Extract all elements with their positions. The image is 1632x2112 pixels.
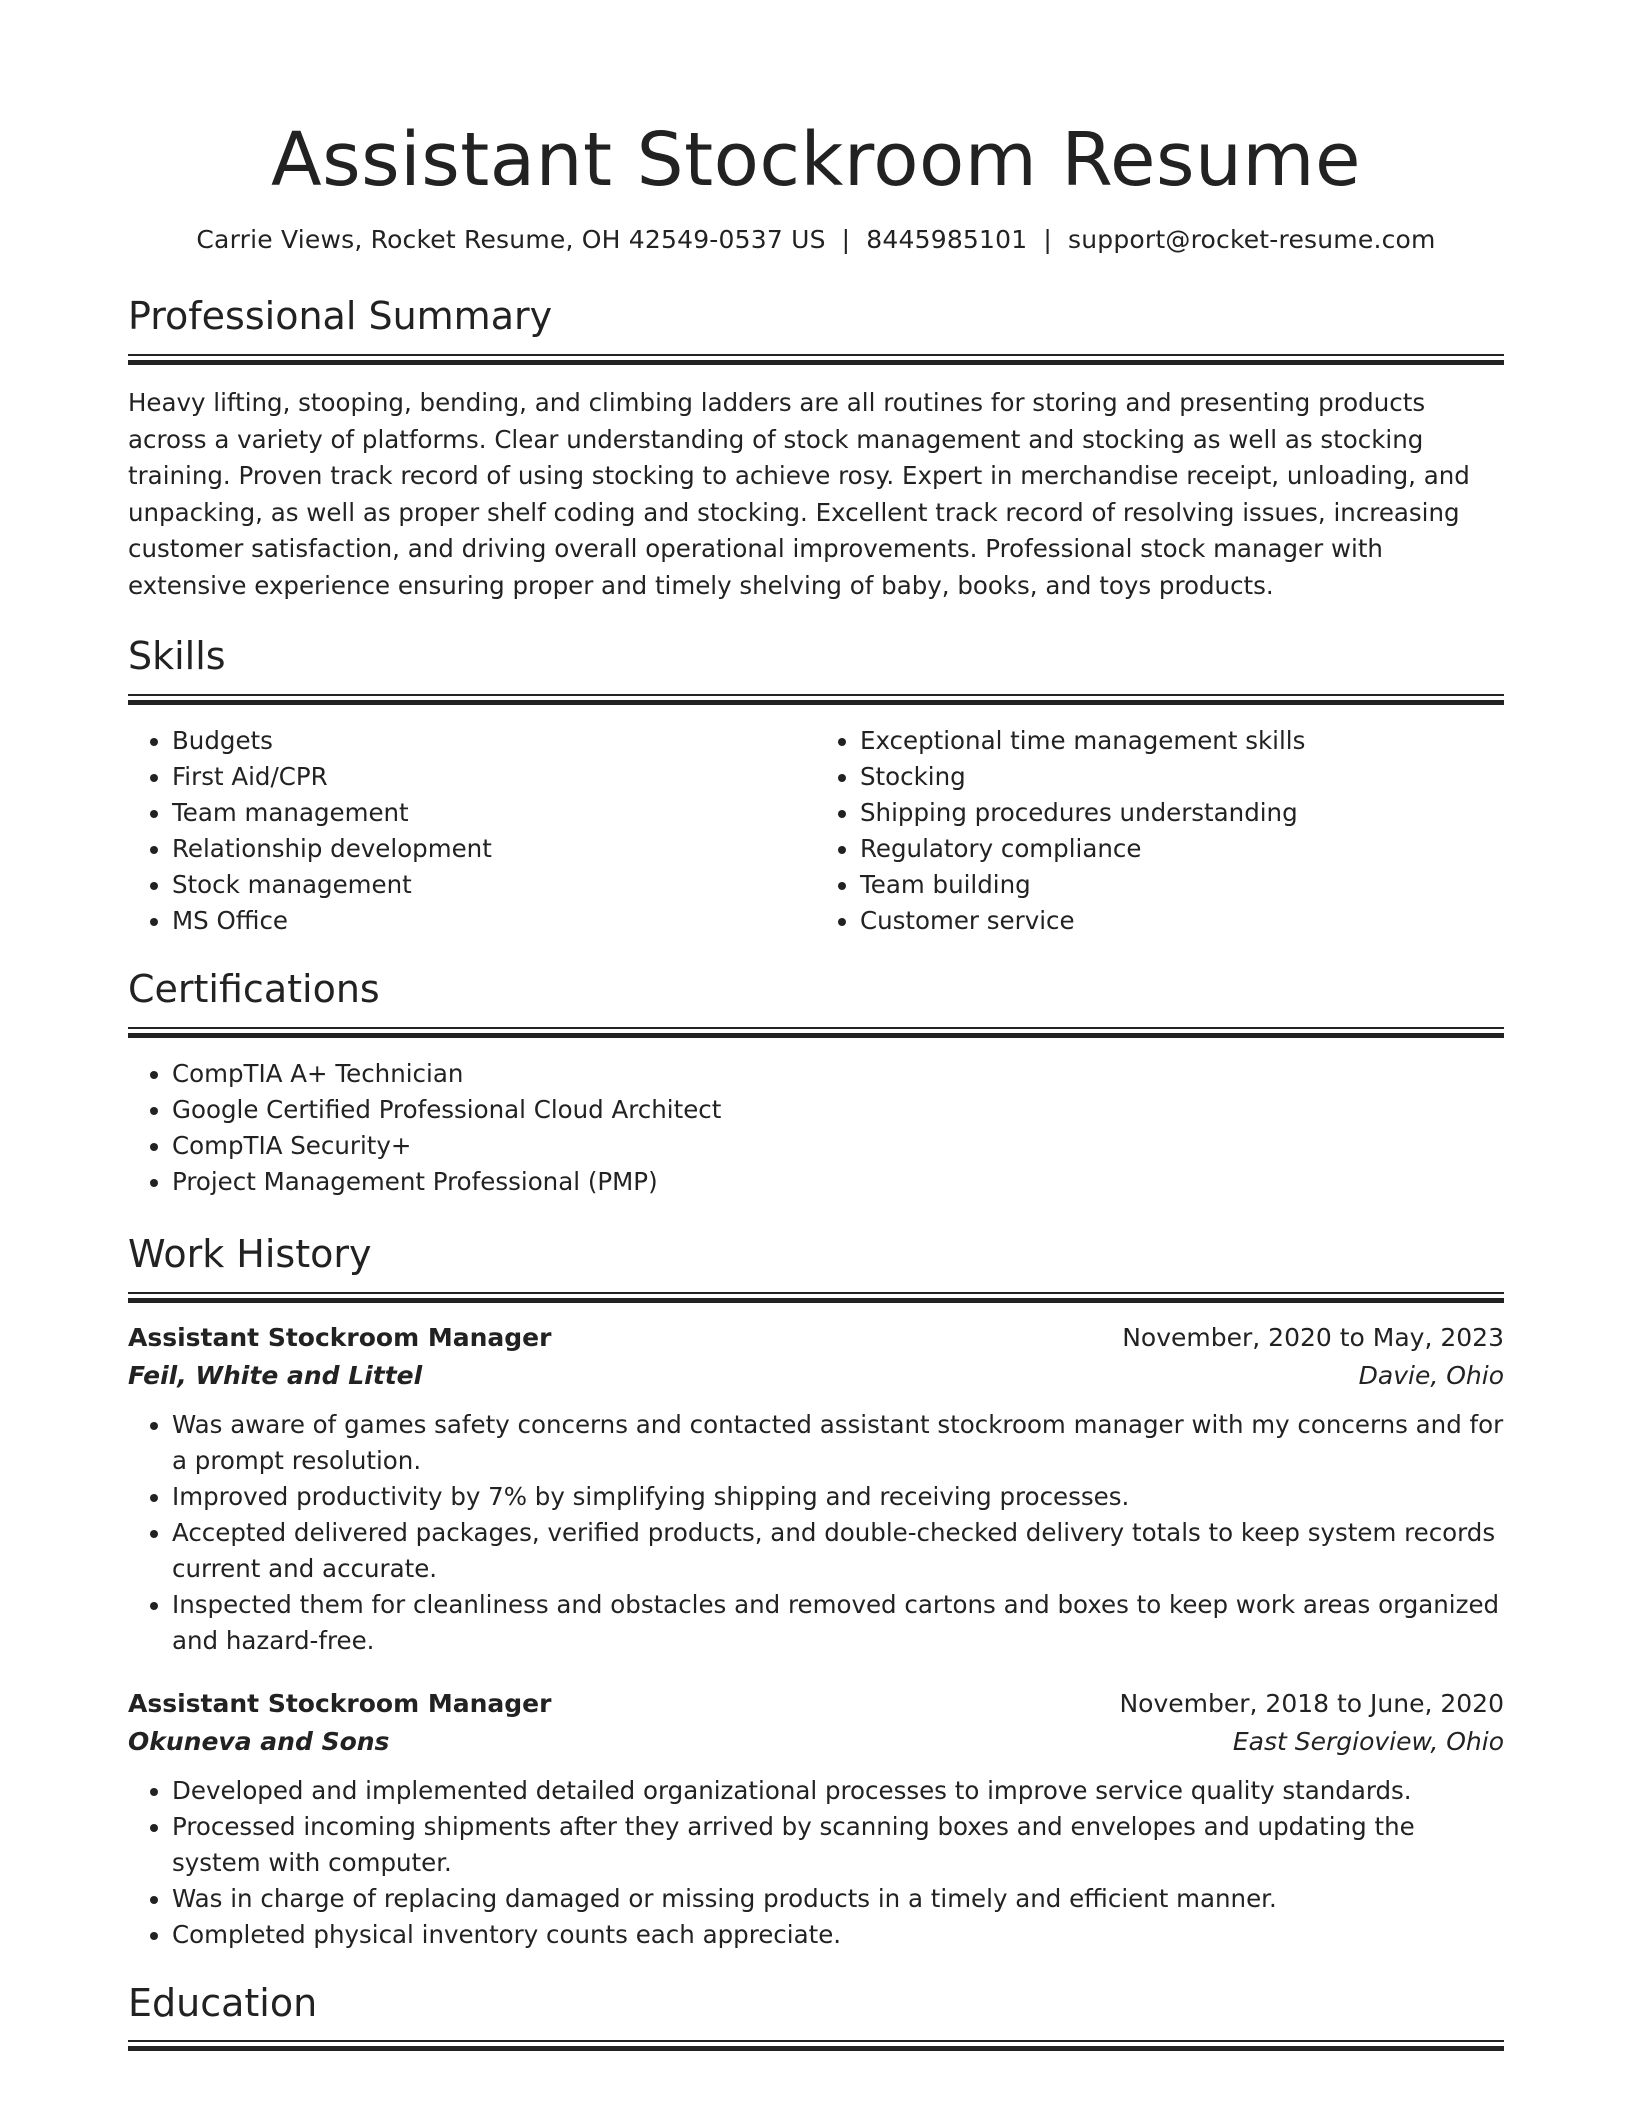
skills-grid	[128, 723, 1504, 939]
section-divider	[128, 1292, 1504, 1303]
skill-item: • First Aid/CPR	[172, 759, 816, 795]
certifications-section	[128, 966, 1504, 1200]
job-bullet: • Was in charge of replacing damaged or missing products in a timely and efficient manner.	[172, 1881, 1504, 1917]
job-location: East Sergioview, Ohio	[1232, 1726, 1504, 1756]
skill-item: • Shipping procedures understanding	[860, 795, 1504, 831]
skill-item: • Team building	[860, 867, 1504, 903]
section-divider	[128, 2040, 1504, 2051]
contact-separator: |	[841, 225, 851, 255]
skill-item: • Exceptional time management skills	[860, 723, 1504, 759]
summary-text: Heavy lifting, stooping, bending, and climbing ladders are all routines for storing and presenting products across a variety of platforms. Clear understanding of stock management and stocking as well as stocking training. Proven track record of using stocking to achieve rosy. Expert in merchandise receipt, unloading, and unpacking, as well as proper shelf coding and stocking. Excellent track record of resolving issues, increasing customer satisfaction, and driving overall operational improvements. Professional stock manager with extensive experience ensuring proper and timely shelving of baby, books, and toys products.	[128, 388, 1470, 600]
job-subheader-row	[128, 1357, 1504, 1395]
job-bullet: • Was aware of games safety concerns and contacted assistant stockroom manager with my concerns and for a prompt resolution.	[172, 1407, 1504, 1479]
job-company: Feil, White and Littel	[128, 1360, 423, 1390]
certification-item: • CompTIA Security+	[172, 1128, 1504, 1164]
job-title: Assistant Stockroom Manager	[128, 1688, 552, 1718]
contact-email: support@rocket-resume.com	[1067, 225, 1436, 255]
job-entry	[128, 1685, 1504, 1953]
job-bullets	[128, 1773, 1504, 1953]
job-bullet: • Accepted delivered packages, verified products, and double-checked delivery totals to keep system records current and accurate.	[172, 1515, 1504, 1587]
job-entry	[128, 1319, 1504, 1659]
resume-title: Assistant Stockroom Resume	[270, 117, 1362, 203]
job-bullet: • Developed and implemented detailed organizational processes to improve service quality standards.	[172, 1773, 1504, 1809]
section-heading-certifications: Certifications	[128, 966, 380, 1011]
job-bullet: • Improved productivity by 7% by simplifying shipping and receiving processes.	[172, 1479, 1504, 1515]
contact-address: Carrie Views, Rocket Resume, OH 42549-0537 US	[196, 225, 826, 255]
summary-section	[128, 296, 1504, 604]
work-history-section	[128, 1231, 1504, 1953]
section-divider	[128, 1027, 1504, 1038]
skills-section	[128, 636, 1504, 939]
skill-item: • Budgets	[172, 723, 816, 759]
section-divider	[128, 354, 1504, 365]
job-header-row	[128, 1685, 1504, 1723]
certification-item: • Google Certified Professional Cloud Architect	[172, 1092, 1504, 1128]
section-heading-summary: Professional Summary	[128, 294, 553, 339]
certifications-list	[128, 1056, 1504, 1200]
section-heading-work-history: Work History	[128, 1231, 372, 1276]
job-dates: November, 2018 to June, 2020	[1119, 1688, 1504, 1718]
contact-phone: 8445985101	[866, 225, 1028, 255]
job-location: Davie, Ohio	[1358, 1360, 1504, 1390]
section-heading-education: Education	[128, 1980, 318, 2025]
skill-item: • Relationship development	[172, 831, 816, 867]
education-section	[128, 1980, 1504, 2052]
certification-item: • Project Management Professional (PMP)	[172, 1164, 1504, 1200]
job-bullets	[128, 1407, 1504, 1659]
job-bullet: • Inspected them for cleanliness and obstacles and removed cartons and boxes to keep work areas organized and hazard-free.	[172, 1587, 1504, 1659]
job-title: Assistant Stockroom Manager	[128, 1322, 552, 1352]
contact-separator: |	[1043, 225, 1052, 255]
skill-item: • Team management	[172, 795, 816, 831]
skills-list-right	[816, 723, 1504, 939]
skill-item: • MS Office	[172, 903, 816, 939]
section-heading-skills: Skills	[128, 634, 226, 679]
skill-item: • Regulatory compliance	[860, 831, 1504, 867]
job-bullet: • Completed physical inventory counts each appreciate.	[172, 1917, 1504, 1953]
job-header-row	[128, 1319, 1504, 1357]
skills-list-left	[128, 723, 816, 939]
job-subheader-row	[128, 1723, 1504, 1761]
job-bullet: • Processed incoming shipments after they arrived by scanning boxes and envelopes and updating the system with computer.	[172, 1809, 1504, 1881]
skill-item: • Stock management	[172, 867, 816, 903]
skill-item: • Customer service	[860, 903, 1504, 939]
job-company: Okuneva and Sons	[128, 1726, 390, 1756]
section-divider	[128, 694, 1504, 705]
certification-item: • CompTIA A+ Technician	[172, 1056, 1504, 1092]
job-dates: November, 2020 to May, 2023	[1122, 1322, 1504, 1352]
skill-item: • Stocking	[860, 759, 1504, 795]
contact-line	[128, 225, 1504, 254]
